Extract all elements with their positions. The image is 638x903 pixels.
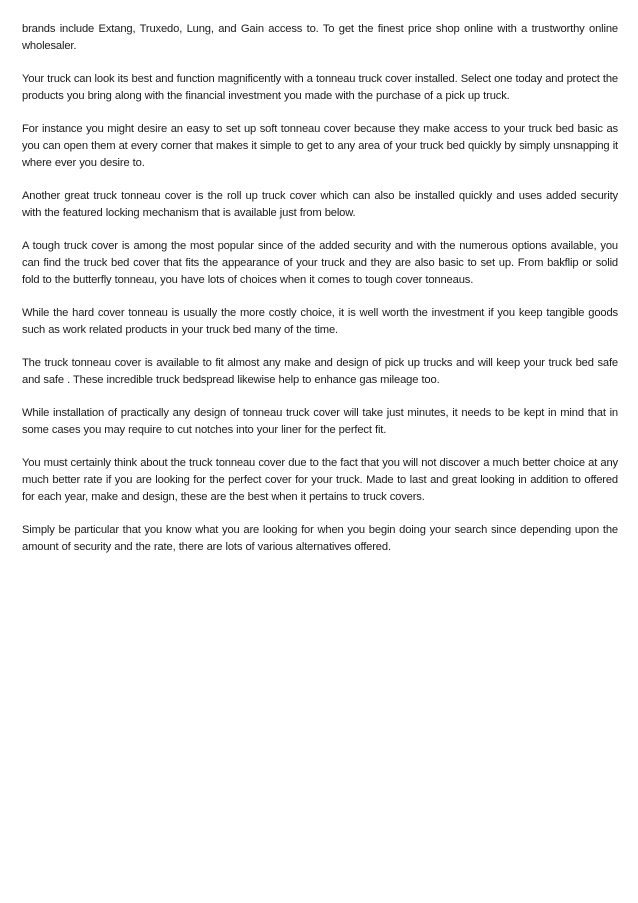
paragraph: The truck tonneau cover is available to fit almost any make and design of pick up trucks and will keep your truck bed safe and safe . These incredible truck bedspread likewise help to enhance gas mileage too. xyxy=(22,357,618,386)
paragraph: While installation of practically any design of tonneau truck cover will take just minutes, it needs to be kept in mind that in some cases you may require to cut notches into your liner for the perfect fit. xyxy=(22,407,618,436)
document-body xyxy=(22,21,618,572)
paragraph: Another great truck tonneau cover is the roll up truck cover which can also be installed quickly and uses added security with the featured locking mechanism that is available just from below. xyxy=(22,190,618,219)
paragraph: You must certainly think about the truck tonneau cover due to the fact that you will not discover a much better choice at any much better rate if you are looking for the perfect cover for your truck. Made to last and great looking in addition to offered for each year, make and design, these are the best when it pertains to truck covers. xyxy=(22,457,618,503)
paragraph: A tough truck cover is among the most popular since of the added security and with the numerous options available, you can find the truck bed cover that fits the appearance of your truck and they are also basic to set up. From bakflip or solid fold to the butterfly tonneau, you have lots of choices when it comes to tough cover tonneaus. xyxy=(22,240,618,286)
paragraph: brands include Extang, Truxedo, Lung, and Gain access to. To get the finest price shop online with a trustworthy online wholesaler. xyxy=(22,23,618,52)
paragraph: Simply be particular that you know what you are looking for when you begin doing your search since depending upon the amount of security and the rate, there are lots of various alternatives offered. xyxy=(22,524,618,553)
paragraph: Your truck can look its best and function magnificently with a tonneau truck cover installed. Select one today and protect the products you bring along with the financial investment you made with the purchase of a pick up truck. xyxy=(22,73,619,102)
paragraph: While the hard cover tonneau is usually the more costly choice, it is well worth the investment if you keep tangible goods such as work related products in your truck bed many of the time. xyxy=(22,307,618,336)
paragraph: For instance you might desire an easy to set up soft tonneau cover because they make access to your truck bed basic as you can open them at every corner that makes it simple to get to any area of your truck bed quickly by simply unsnapping it where ever you desire to. xyxy=(22,123,618,169)
